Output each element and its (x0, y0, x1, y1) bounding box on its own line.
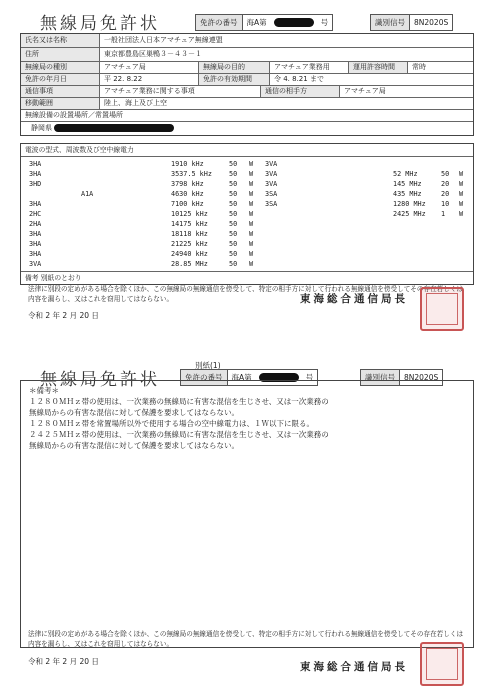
table-row: 移動範囲 陸上、海上及び上空 (21, 98, 473, 110)
license-number-label: 免許の番号 (181, 370, 228, 385)
freq-unit: W (249, 220, 254, 228)
freq-power: 50 (229, 230, 238, 238)
appendix-line: ＊備考＊ (29, 386, 59, 395)
freq-value: 14175 kHz (171, 220, 208, 228)
freq-power: 50 (229, 160, 238, 168)
table-row: 住所 東京都豊島区巣鴨３－４３－１ (21, 48, 473, 62)
freq-value: 4630 kHz (171, 190, 204, 198)
license-number-box (195, 14, 333, 31)
table-row: 免許の年月日 平 22. 8.22 免許の有効期間 令 4. 8.21 まで (21, 74, 473, 86)
freq-value: 1280 MHz (393, 200, 426, 208)
license-info-table (20, 33, 474, 136)
table-row (21, 110, 473, 122)
freq-type: 2HC (29, 210, 42, 218)
freq-type-2: 3VA (265, 170, 278, 178)
issue-date: 令和 2 年 2 月 20 日 (28, 657, 99, 666)
location-label: 無線設備の設置場所／常置場所 (25, 111, 123, 119)
appendix-line: 無線局からの有害な混信に対して保護を要求してはならない。 (29, 441, 239, 450)
freq-power: 1 (441, 210, 446, 218)
table-row: 通信事項 アマチュア業務に関する事項 通信の相手方 アマチュア局 (21, 86, 473, 98)
call-sign-label: 識別信号 (371, 15, 410, 30)
frequency-row-right (21, 209, 473, 219)
frequency-row-right (21, 179, 473, 189)
location-value: 静岡県 (31, 124, 52, 132)
frequency-row-right (21, 199, 473, 209)
freq-value: 52 MHz (393, 170, 418, 178)
frequency-row-right (21, 189, 473, 199)
frequency-table-title: 電波の型式、周波数及び空中線電力 (21, 144, 473, 157)
freq-type-2: 3VA (265, 160, 278, 168)
remarks: 備考 別紙のとおり (21, 271, 473, 284)
call-sign-box (370, 14, 453, 31)
freq-power: 50 (441, 170, 450, 178)
freq-value: 3798 kHz (171, 180, 204, 188)
frequency-row (21, 239, 473, 249)
redacted-number (274, 18, 314, 27)
freq-type: 3VA (29, 260, 42, 268)
freq-value: 1910 kHz (171, 160, 204, 168)
appendix-box (20, 380, 474, 648)
freq-power: 50 (229, 200, 238, 208)
legal-notice: 法律に別段の定めがある場合を除くほか、この無線局の無線通信を傍受して、特定の相手方に対して行われる無線通信を傍受してその存在若しくは内容を漏らし、又はこれを窃用してはならない。 (28, 630, 464, 648)
appendix-line: １２８０ＭＨｚ帯の使用は、一次業務の無線局に有害な混信を生じさせ、又は一次業務の (29, 397, 329, 406)
frequency-row-right (21, 169, 473, 179)
issuer-name: 東海総合通信局長 (300, 661, 408, 673)
freq-type-2: 3SA (265, 200, 278, 208)
official-seal-icon (420, 287, 464, 331)
frequency-row (21, 249, 473, 259)
freq-value: 7100 kHz (171, 200, 204, 208)
freq-power: 20 (441, 190, 450, 198)
frequency-row (21, 159, 473, 169)
issue-date: 令和 2 年 2 月 20 日 (28, 311, 99, 320)
freq-value: 10125 kHz (171, 210, 208, 218)
freq-unit: W (459, 170, 464, 178)
freq-value: 2425 MHz (393, 210, 426, 218)
license-number-suffix: 号 (305, 373, 314, 382)
freq-power: 50 (229, 260, 238, 268)
freq-power: 50 (229, 250, 238, 258)
table-row (21, 122, 473, 135)
freq-unit: W (249, 240, 254, 248)
table-row: 無線局の種別 アマチュア局 無線局の目的 アマチュア業務用 運用許容時間 常時 (21, 62, 473, 74)
call-sign-value: 8N2020S (404, 373, 439, 382)
freq-type-2: 3VA (265, 180, 278, 188)
frequency-rows (21, 157, 473, 271)
freq-type: 3HA (29, 240, 42, 248)
issuer-name: 東海総合通信局長 (300, 293, 408, 305)
freq-type: 3HD (29, 180, 42, 188)
frequency-row (21, 229, 473, 239)
freq-power: 50 (229, 190, 238, 198)
freq-value: 3537.5 kHz (171, 170, 212, 178)
appendix-line: １２８０ＭＨｚ帯を常置場所以外で使用する場合の空中線電力は、１Ｗ以下に限る。 (29, 419, 314, 428)
license-number-suffix: 号 (320, 18, 329, 27)
sheet-label: 別紙(1) (195, 361, 221, 370)
freq-type: 3HA (29, 250, 42, 258)
freq-unit: W (249, 200, 254, 208)
license-page-1 (10, 4, 480, 340)
freq-value: 21225 kHz (171, 240, 208, 248)
freq-type: 3HA (29, 200, 42, 208)
freq-unit: W (249, 160, 254, 168)
freq-power: 50 (229, 210, 238, 218)
freq-unit: W (249, 260, 254, 268)
license-page-2 (10, 360, 480, 690)
freq-value: 18118 kHz (171, 230, 208, 238)
freq-type: 3HA (29, 160, 42, 168)
table-row: 氏名又は名称 一般社団法人日本アマチュア無線連盟 (21, 34, 473, 48)
freq-type-2: 3SA (265, 190, 278, 198)
redacted-address (54, 124, 174, 132)
license-title: 無線局免許状 (40, 14, 160, 34)
freq-type: 3HA (29, 230, 42, 238)
license-number-prefix: 海A第 (231, 373, 252, 382)
freq-value: 28.85 MHz (171, 260, 208, 268)
frequency-row (21, 219, 473, 229)
freq-value: 435 MHz (393, 190, 422, 198)
freq-power: 50 (229, 170, 238, 178)
frequency-row (21, 259, 473, 269)
freq-unit: W (249, 210, 254, 218)
freq-unit: W (459, 190, 464, 198)
license-title: 無線局免許状 (40, 370, 160, 390)
license-number-prefix: 海A第 (246, 18, 267, 27)
frequency-table (20, 143, 474, 285)
freq-emission: A1A (81, 190, 94, 198)
freq-power: 50 (229, 240, 238, 248)
official-seal-icon (420, 642, 464, 686)
call-sign-label: 識別信号 (361, 370, 400, 385)
appendix-line: ２４２５ＭＨｚ帯の使用は、一次業務の無線局に有害な混信を生じさせ、又は一次業務の (29, 430, 329, 439)
freq-value: 145 MHz (393, 180, 422, 188)
freq-unit: W (459, 210, 464, 218)
freq-power: 50 (229, 220, 238, 228)
license-number-label: 免許の番号 (196, 15, 243, 30)
freq-unit: W (249, 190, 254, 198)
legal-notice: 法律に別段の定めがある場合を除くほか、この無線局の無線通信を傍受して、特定の相手方に対して行われる無線通信を傍受してその存在若しくは内容を漏らし、又はこれを窃用してはならない。 (28, 285, 464, 303)
freq-power: 50 (229, 180, 238, 188)
freq-unit: W (249, 250, 254, 258)
freq-unit: W (249, 230, 254, 238)
freq-unit: W (249, 180, 254, 188)
freq-power: 10 (441, 200, 450, 208)
freq-power: 20 (441, 180, 450, 188)
freq-unit: W (249, 170, 254, 178)
call-sign-value: 8N2020S (414, 18, 449, 27)
freq-type: 3HA (29, 170, 42, 178)
appendix-line: 無線局からの有害な混信に対して保護を要求してはならない。 (29, 408, 239, 417)
freq-type: 2HA (29, 220, 42, 228)
freq-unit: W (459, 180, 464, 188)
freq-unit: W (459, 200, 464, 208)
freq-value: 24940 kHz (171, 250, 208, 258)
